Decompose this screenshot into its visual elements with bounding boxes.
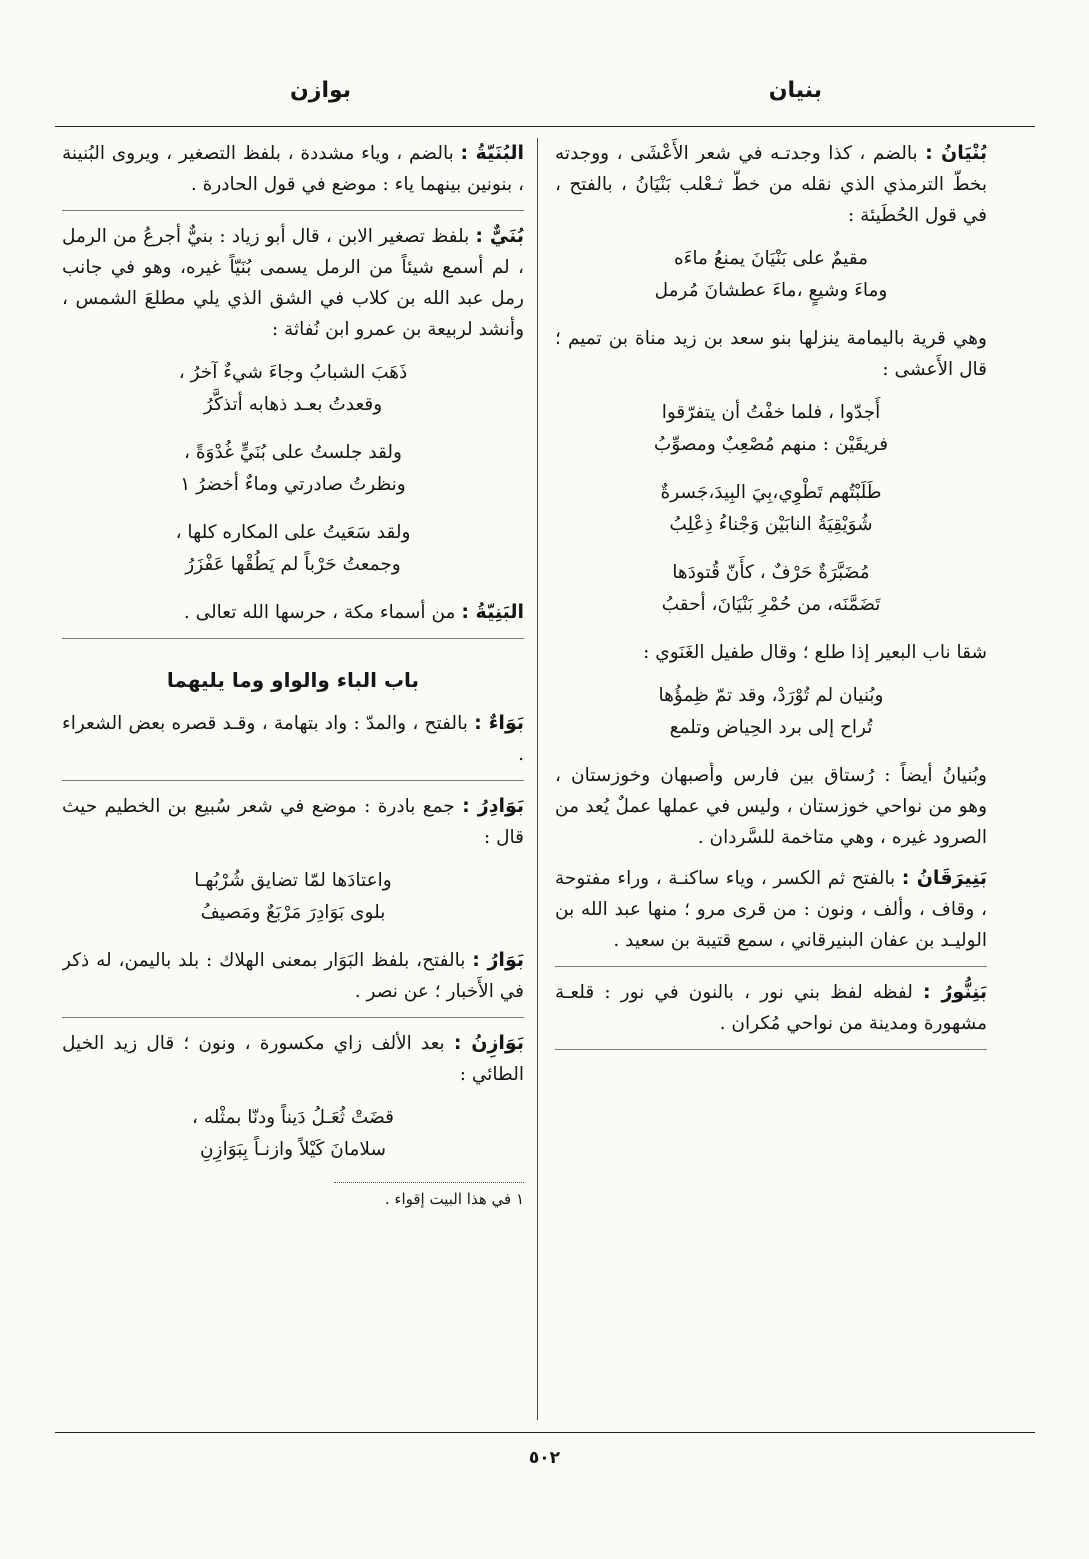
entry-separator bbox=[62, 210, 524, 211]
running-head-right: بنيان bbox=[768, 78, 822, 103]
poem-verse bbox=[62, 517, 524, 581]
poem-verse bbox=[555, 477, 987, 541]
dictionary-entry bbox=[62, 138, 524, 200]
verse-line: وقعدتُ بعـد ذهابه أتذكَّرُ bbox=[203, 394, 383, 415]
entry-definition: بلفظ تصغير الابن ، قال أبو زياد : بنيٌّ أجرعُ من الرمل ، لم أسمع شيئاً من الرمل يسمى بُنَيّاً غيره، وهو في جانب رمل عبد الله بن كلاب في الشق الذي يلي مطلعَ الشمس ، وأنشد لربيعة بن عمرو ابن نُفاثة : bbox=[62, 226, 524, 340]
dictionary-entry bbox=[555, 138, 987, 231]
entry-paragraph: شقا ناب البعير إذا طلع ؛ وقال طفيل الغَنَوي : bbox=[643, 642, 987, 663]
dictionary-entry bbox=[62, 597, 524, 628]
entry-headword: بَوَارُ : bbox=[472, 949, 524, 971]
entry-definition: بعد الألف زاي مكسورة ، ونون ؛ قال زيد الخيل الطائي : bbox=[62, 1033, 524, 1085]
entry-definition: بالفتح ثم الكسر ، وياء ساكنـة ، وراء مفتوحة ، وقاف ، وألف ، ونون : من قرى مرو ؛ منها عبد الله بن الوليـد بن عفان البنيرقاني ، سمع قتيبة بن سعيد . bbox=[555, 868, 987, 951]
dictionary-entry bbox=[555, 977, 987, 1039]
dictionary-entry bbox=[62, 1028, 524, 1090]
entry-definition: جمع بادرة : موضع في شعر سُبيع بن الخطيم حيث قال : bbox=[62, 796, 524, 848]
verse-line: تُراح إلى برد الحِياض وتلمع bbox=[669, 717, 873, 738]
entry-separator bbox=[555, 966, 987, 967]
running-head bbox=[60, 74, 1032, 118]
verse-line: وجمعتُ حَرْباً لم يَطُقْها عَفْزَرُ bbox=[185, 554, 401, 575]
verse-line: وبُنيان لم تُوْرَدْ، وقد تمّ ظِمؤُها bbox=[658, 685, 884, 706]
verse-line: ولقد جلستُ على بُنَيٍّ غُدْوَةً ، bbox=[184, 442, 402, 463]
poem-verse bbox=[555, 243, 987, 307]
entry-headword: بُنَيٌّ : bbox=[475, 225, 524, 247]
poem-verse bbox=[62, 865, 524, 929]
verse-line: فريقَيْن : منهم مُصْعِبٌ ومصوِّبُ bbox=[653, 434, 889, 455]
dictionary-entry bbox=[62, 791, 524, 853]
footnote: ١ في هذا البيت إقواء . bbox=[384, 1190, 524, 1208]
dictionary-entry bbox=[62, 945, 524, 1007]
verse-line: واعتادَها لمّا تضايق شُرْبُهـا bbox=[194, 870, 392, 891]
entry-definition: من أسماء مكة ، حرسها الله تعالى . bbox=[183, 602, 456, 623]
header-rule bbox=[55, 126, 1035, 127]
dictionary-entry bbox=[555, 863, 987, 956]
verse-line: بلوى بَوَادِرَ مَرْبَعٌ ومَصيفُ bbox=[200, 902, 386, 923]
entry-definition: بالضم ، كذا وجدتـه في شعر الأَعْشَى ، ووجدته بخطّ الترمذي الذي نقله من خطّ ثـعْلب بَنْيَانُ ، بالفتح ، في قول الحُطَيئة : bbox=[555, 143, 987, 226]
verse-line: ذَهَبَ الشبابُ وجاءَ شيءٌ آخرُ ، bbox=[178, 362, 408, 383]
verse-line: مُضَبَّرَةٌ حَرْفٌ ، كأَنّ قُتودَها bbox=[672, 562, 870, 583]
verse-line: أَجدّوا ، فلما خفْتُ أن يتفرّقوا bbox=[661, 402, 881, 423]
poem-verse bbox=[555, 397, 987, 461]
entry-paragraph: وبُنيانُ أيضاً : رُستاق بين فارس وأصبهان وخوزستان ، وهو من نواحي خوزستان ، وليس في عملها عملٌ يُعد من الصرود غيره ، وهي متاخمة للسَّردان . bbox=[555, 765, 987, 848]
verse-line: قضَتْ ثُعَـلُ دَيناً ودنّا بمثْله ، bbox=[192, 1107, 394, 1128]
verse-line: تَضَمَّنَه، من حُمْرِ بَنْيَانَ، أحقبُ bbox=[661, 594, 881, 615]
running-head-left: بوازن bbox=[290, 78, 352, 103]
page-number: ٥٠٢ bbox=[528, 1448, 561, 1468]
section-heading: باب الباء والواو وما يليهما bbox=[166, 668, 420, 692]
entry-headword: بَنِنُّورُ : bbox=[923, 981, 987, 1003]
entry-definition: بالفتح، بلفظ البَوَار بمعنى الهلاك : بلد باليمن، له ذكر في الأَخبار ؛ عن نصر . bbox=[62, 950, 524, 1002]
right-column bbox=[555, 138, 987, 1428]
entry-headword: بَوَاءٌ : bbox=[474, 712, 524, 734]
entry-separator bbox=[62, 638, 524, 639]
verse-line: مقيمٌ على بَنْيَانَ يمنعُ ماءَه bbox=[673, 248, 868, 269]
entry-headword: بَوَادِرُ : bbox=[462, 795, 524, 817]
entry-headword: بَوَازِنُ : bbox=[453, 1032, 524, 1054]
entry-definition: بالضم ، وياء مشددة ، بلفظ التصغير ، ويروى البُنينة ، بنونين بينهما ياء : موضع في قول الحادرة . bbox=[62, 143, 524, 195]
verse-line: شُوَيْقِيَةُ النابَيْن وَجْناءُ ذِعْلِبُ bbox=[669, 514, 873, 535]
footer-rule bbox=[55, 1432, 1035, 1433]
verse-line: ولقد سَعَيتُ على المكاره كلها ، bbox=[175, 522, 411, 543]
poem-verse bbox=[62, 357, 524, 421]
poem-verse bbox=[62, 437, 524, 501]
entry-separator bbox=[62, 780, 524, 781]
verse-line: طَلَبْتُهم تَطْوِي،بِيَ البِيدَ،جَسرةٌ bbox=[660, 482, 882, 503]
entry-definition: لفظه لفظ بني نور ، بالنون في نور : قلعـة مشهورة ومدينة من نواحي مُكران . bbox=[555, 982, 987, 1034]
entry-headword: بَنِيرَقَانُ : bbox=[901, 867, 987, 889]
dictionary-entry bbox=[62, 221, 524, 345]
verse-line: وماءَ وشيعٍ ،ماءَ عطشانَ مُرمل bbox=[654, 280, 888, 301]
left-column bbox=[62, 138, 524, 1428]
poem-verse bbox=[62, 1102, 524, 1166]
entry-headword: بُنْيَانُ : bbox=[925, 142, 987, 164]
column-divider bbox=[537, 138, 538, 1420]
poem-verse bbox=[555, 680, 987, 744]
entry-paragraph: وهي قرية باليمامة ينزلها بنو سعد بن زيد مناة بن تميم ؛ قال الأَعشى : bbox=[555, 328, 987, 380]
dictionary-entry bbox=[62, 708, 524, 770]
entry-definition: بالفتح ، والمدّ : واد بتهامة ، وقـد قصره بعض الشعراء . bbox=[62, 713, 524, 765]
footnote-rule bbox=[334, 1182, 524, 1183]
verse-line: سلامانَ كَيْلاً وازنـاً بِبَوَازِنِ bbox=[200, 1139, 386, 1160]
entry-separator bbox=[555, 1049, 987, 1050]
entry-separator bbox=[62, 1017, 524, 1018]
entry-headword: البَنِيّةُ : bbox=[461, 601, 524, 623]
poem-verse bbox=[555, 557, 987, 621]
entry-headword: البُنَيّةُ : bbox=[460, 142, 524, 164]
verse-line: ونظرتُ صادرتي وماءٌ أخضرُ ١ bbox=[180, 474, 406, 495]
